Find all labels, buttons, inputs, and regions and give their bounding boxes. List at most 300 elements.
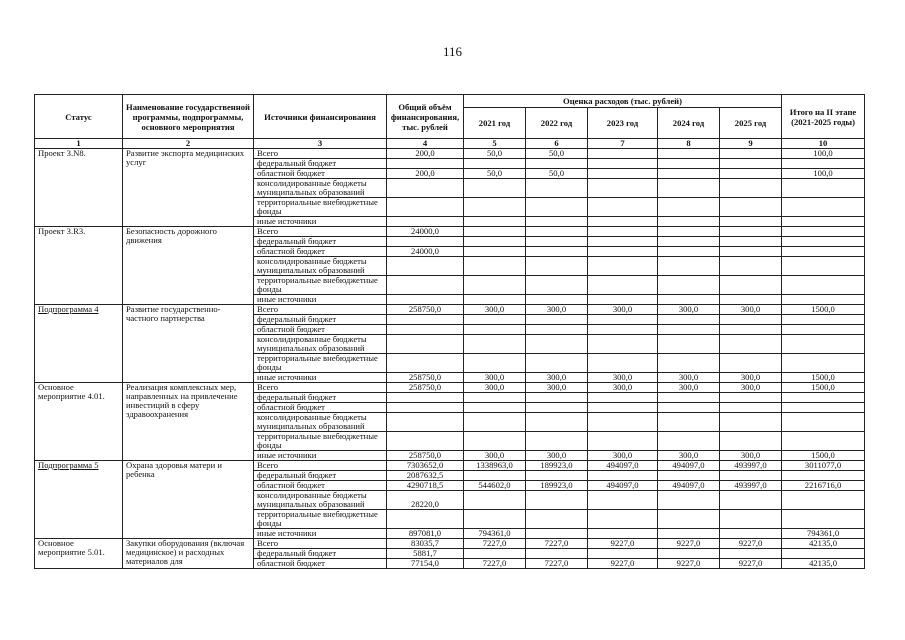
- value-cell: [526, 276, 588, 295]
- value-cell: 1500,0: [782, 383, 865, 393]
- value-cell: [464, 354, 526, 373]
- value-cell: [526, 403, 588, 413]
- value-cell: 50,0: [464, 149, 526, 159]
- value-cell: 300,0: [464, 305, 526, 315]
- value-cell: [464, 159, 526, 169]
- table-row: [35, 305, 865, 315]
- value-cell: [658, 159, 720, 169]
- value-cell: [720, 471, 782, 481]
- value-cell: 1500,0: [782, 305, 865, 315]
- value-cell: [526, 529, 588, 539]
- value-cell: [387, 276, 464, 295]
- value-cell: [658, 471, 720, 481]
- value-cell: [720, 217, 782, 227]
- value-cell: 50,0: [526, 169, 588, 179]
- value-cell: [464, 393, 526, 403]
- value-cell: [720, 295, 782, 305]
- value-cell: 493997,0: [720, 481, 782, 491]
- value-cell: 300,0: [526, 305, 588, 315]
- value-cell: [387, 325, 464, 335]
- value-cell: [588, 257, 658, 276]
- value-cell: [526, 247, 588, 257]
- value-cell: 1500,0: [782, 373, 865, 383]
- value-cell: 300,0: [720, 373, 782, 383]
- value-cell: [658, 227, 720, 237]
- value-cell: [464, 325, 526, 335]
- value-cell: 493997,0: [720, 461, 782, 471]
- value-cell: [464, 549, 526, 559]
- value-cell: [526, 237, 588, 247]
- value-cell: [658, 549, 720, 559]
- value-cell: [658, 529, 720, 539]
- source-label: консолидированные бюджеты муниципальных образований: [254, 335, 387, 354]
- value-cell: [782, 403, 865, 413]
- value-cell: 494097,0: [588, 481, 658, 491]
- value-cell: 50,0: [526, 149, 588, 159]
- row-name: Охрана здоровья матери и ребенка: [123, 461, 254, 539]
- value-cell: [387, 413, 464, 432]
- value-cell: [526, 315, 588, 325]
- row-name: Безопасность дорожного движения: [123, 227, 254, 305]
- value-cell: [720, 413, 782, 432]
- value-cell: [464, 257, 526, 276]
- source-label: иные источники: [254, 217, 387, 227]
- value-cell: 300,0: [658, 383, 720, 393]
- value-cell: [720, 403, 782, 413]
- value-cell: [658, 217, 720, 227]
- value-cell: [526, 295, 588, 305]
- column-number: 2: [123, 139, 254, 149]
- value-cell: [782, 413, 865, 432]
- value-cell: 189923,0: [526, 461, 588, 471]
- value-cell: [464, 295, 526, 305]
- source-label: областной бюджет: [254, 169, 387, 179]
- value-cell: [464, 247, 526, 257]
- value-cell: [588, 169, 658, 179]
- value-cell: [782, 295, 865, 305]
- row-status: Проект 3.N8.: [35, 149, 123, 227]
- value-cell: [720, 335, 782, 354]
- source-label: территориальные внебюджетные фонды: [254, 354, 387, 373]
- value-cell: 100,0: [782, 149, 865, 159]
- value-cell: [720, 510, 782, 529]
- value-cell: [526, 510, 588, 529]
- header-year-2021: 2021 год: [464, 108, 526, 139]
- value-cell: 794361,0: [782, 529, 865, 539]
- value-cell: [658, 315, 720, 325]
- value-cell: 300,0: [526, 373, 588, 383]
- value-cell: [464, 471, 526, 481]
- value-cell: [720, 529, 782, 539]
- value-cell: 83035,7: [387, 539, 464, 549]
- value-cell: [658, 491, 720, 510]
- source-label: Всего: [254, 227, 387, 237]
- value-cell: 300,0: [658, 373, 720, 383]
- value-cell: [782, 549, 865, 559]
- row-status: Основное мероприятие 5.01.: [35, 539, 123, 569]
- source-label: территориальные внебюджетные фонды: [254, 432, 387, 451]
- value-cell: 258750,0: [387, 383, 464, 393]
- source-label: территориальные внебюджетные фонды: [254, 198, 387, 217]
- value-cell: [588, 247, 658, 257]
- value-cell: [658, 237, 720, 247]
- table-row: [35, 539, 865, 549]
- table-row: [35, 383, 865, 393]
- header-status: Статус: [35, 95, 123, 139]
- value-cell: 3011077,0: [782, 461, 865, 471]
- value-cell: [588, 549, 658, 559]
- source-label: иные источники: [254, 529, 387, 539]
- source-label: федеральный бюджет: [254, 159, 387, 169]
- value-cell: 897081,0: [387, 529, 464, 539]
- value-cell: [588, 325, 658, 335]
- value-cell: [588, 413, 658, 432]
- source-label: областной бюджет: [254, 325, 387, 335]
- value-cell: 258750,0: [387, 451, 464, 461]
- value-cell: 544602,0: [464, 481, 526, 491]
- value-cell: [464, 315, 526, 325]
- value-cell: [464, 403, 526, 413]
- value-cell: 7227,0: [464, 559, 526, 569]
- value-cell: [526, 335, 588, 354]
- value-cell: [387, 315, 464, 325]
- source-label: федеральный бюджет: [254, 237, 387, 247]
- source-label: федеральный бюджет: [254, 471, 387, 481]
- value-cell: [464, 276, 526, 295]
- source-label: областной бюджет: [254, 559, 387, 569]
- value-cell: 300,0: [526, 451, 588, 461]
- value-cell: 300,0: [588, 305, 658, 315]
- value-cell: 200,0: [387, 169, 464, 179]
- row-status: Подпрограмма 4: [35, 305, 123, 383]
- value-cell: 300,0: [588, 373, 658, 383]
- value-cell: 9227,0: [658, 559, 720, 569]
- value-cell: [588, 295, 658, 305]
- value-cell: [720, 549, 782, 559]
- value-cell: 50,0: [464, 169, 526, 179]
- value-cell: [658, 325, 720, 335]
- value-cell: [464, 491, 526, 510]
- value-cell: 300,0: [464, 383, 526, 393]
- value-cell: [658, 510, 720, 529]
- source-label: федеральный бюджет: [254, 315, 387, 325]
- column-number: 7: [588, 139, 658, 149]
- row-status: Подпрограмма 5: [35, 461, 123, 539]
- value-cell: [782, 237, 865, 247]
- table-row: [35, 227, 865, 237]
- value-cell: [387, 159, 464, 169]
- value-cell: [588, 471, 658, 481]
- value-cell: 2087632,5: [387, 471, 464, 481]
- value-cell: [720, 325, 782, 335]
- source-label: консолидированные бюджеты муниципальных образований: [254, 413, 387, 432]
- header-year-2025: 2025 год: [720, 108, 782, 139]
- value-cell: [720, 276, 782, 295]
- value-cell: [464, 335, 526, 354]
- page-number: 116: [442, 44, 463, 59]
- column-number: 6: [526, 139, 588, 149]
- value-cell: [782, 393, 865, 403]
- value-cell: [588, 529, 658, 539]
- value-cell: 4290718,5: [387, 481, 464, 491]
- row-status: Основное мероприятие 4.01.: [35, 383, 123, 461]
- value-cell: 300,0: [526, 383, 588, 393]
- source-label: Всего: [254, 305, 387, 315]
- value-cell: [526, 159, 588, 169]
- value-cell: [658, 335, 720, 354]
- value-cell: [658, 393, 720, 403]
- value-cell: 494097,0: [658, 481, 720, 491]
- value-cell: [387, 237, 464, 247]
- value-cell: [588, 159, 658, 169]
- value-cell: [464, 217, 526, 227]
- value-cell: 7227,0: [526, 539, 588, 549]
- value-cell: [720, 432, 782, 451]
- value-cell: [658, 198, 720, 217]
- value-cell: 300,0: [588, 383, 658, 393]
- value-cell: [387, 335, 464, 354]
- value-cell: [782, 432, 865, 451]
- value-cell: 300,0: [720, 305, 782, 315]
- value-cell: [782, 179, 865, 198]
- value-cell: [782, 159, 865, 169]
- value-cell: 300,0: [464, 373, 526, 383]
- header-year-2023: 2023 год: [588, 108, 658, 139]
- value-cell: 9227,0: [588, 559, 658, 569]
- header-year-2022: 2022 год: [526, 108, 588, 139]
- column-number: 10: [782, 139, 865, 149]
- value-cell: [464, 237, 526, 247]
- value-cell: 300,0: [658, 451, 720, 461]
- value-cell: 258750,0: [387, 373, 464, 383]
- value-cell: 9227,0: [588, 539, 658, 549]
- value-cell: [782, 491, 865, 510]
- row-name: Развитие экспорта медицинских услуг: [123, 149, 254, 227]
- value-cell: [526, 179, 588, 198]
- value-cell: [387, 179, 464, 198]
- column-number: 3: [254, 139, 387, 149]
- value-cell: 300,0: [588, 451, 658, 461]
- value-cell: [387, 393, 464, 403]
- value-cell: [658, 257, 720, 276]
- value-cell: 494097,0: [658, 461, 720, 471]
- value-cell: [588, 217, 658, 227]
- value-cell: [720, 159, 782, 169]
- value-cell: 9227,0: [720, 539, 782, 549]
- source-label: Всего: [254, 149, 387, 159]
- value-cell: 300,0: [720, 383, 782, 393]
- value-cell: [782, 354, 865, 373]
- value-cell: [658, 413, 720, 432]
- value-cell: [782, 510, 865, 529]
- value-cell: 1500,0: [782, 451, 865, 461]
- value-cell: [720, 237, 782, 247]
- header-estimate: Оценка расходов (тыс. рублей): [464, 95, 782, 108]
- value-cell: 42135,0: [782, 559, 865, 569]
- value-cell: [588, 335, 658, 354]
- value-cell: [387, 257, 464, 276]
- value-cell: [526, 549, 588, 559]
- source-label: иные источники: [254, 373, 387, 383]
- value-cell: 5881,7: [387, 549, 464, 559]
- value-cell: [782, 335, 865, 354]
- value-cell: [526, 354, 588, 373]
- value-cell: [782, 247, 865, 257]
- value-cell: [782, 325, 865, 335]
- value-cell: 300,0: [464, 451, 526, 461]
- table-row: [35, 149, 865, 159]
- value-cell: [658, 295, 720, 305]
- value-cell: [782, 217, 865, 227]
- value-cell: 494097,0: [588, 461, 658, 471]
- source-label: территориальные внебюджетные фонды: [254, 510, 387, 529]
- value-cell: [588, 198, 658, 217]
- value-cell: [588, 227, 658, 237]
- value-cell: 258750,0: [387, 305, 464, 315]
- value-cell: [658, 403, 720, 413]
- value-cell: [720, 393, 782, 403]
- source-label: консолидированные бюджеты муниципальных образований: [254, 491, 387, 510]
- value-cell: [588, 315, 658, 325]
- source-label: областной бюджет: [254, 481, 387, 491]
- value-cell: [387, 354, 464, 373]
- value-cell: [658, 432, 720, 451]
- value-cell: [782, 198, 865, 217]
- value-cell: [526, 325, 588, 335]
- source-label: иные источники: [254, 295, 387, 305]
- value-cell: 7227,0: [464, 539, 526, 549]
- value-cell: [526, 227, 588, 237]
- value-cell: [526, 198, 588, 217]
- source-label: иные источники: [254, 451, 387, 461]
- value-cell: [720, 354, 782, 373]
- value-cell: [658, 354, 720, 373]
- value-cell: [782, 315, 865, 325]
- value-cell: [526, 257, 588, 276]
- value-cell: [658, 169, 720, 179]
- value-cell: [588, 354, 658, 373]
- value-cell: 2216716,0: [782, 481, 865, 491]
- source-label: областной бюджет: [254, 247, 387, 257]
- header-itogo: Итого на II этапе (2021-2025 годы): [782, 95, 865, 139]
- source-label: консолидированные бюджеты муниципальных образований: [254, 257, 387, 276]
- value-cell: [588, 393, 658, 403]
- value-cell: [387, 510, 464, 529]
- table-body: [35, 139, 865, 569]
- source-label: областной бюджет: [254, 403, 387, 413]
- value-cell: [782, 276, 865, 295]
- header-sources: Источники финансирования: [254, 95, 387, 139]
- value-cell: [720, 149, 782, 159]
- value-cell: [720, 169, 782, 179]
- value-cell: [588, 149, 658, 159]
- source-label: Всего: [254, 383, 387, 393]
- column-number: 4: [387, 139, 464, 149]
- row-name: Развитие государственно-частного партнерства: [123, 305, 254, 383]
- value-cell: [658, 247, 720, 257]
- value-cell: [720, 491, 782, 510]
- value-cell: 300,0: [720, 451, 782, 461]
- value-cell: [658, 149, 720, 159]
- value-cell: [526, 491, 588, 510]
- value-cell: [720, 179, 782, 198]
- source-label: консолидированные бюджеты муниципальных образований: [254, 179, 387, 198]
- value-cell: [720, 198, 782, 217]
- value-cell: 28220,0: [387, 491, 464, 510]
- value-cell: [588, 403, 658, 413]
- value-cell: [464, 432, 526, 451]
- value-cell: [526, 471, 588, 481]
- value-cell: [387, 198, 464, 217]
- value-cell: 42135,0: [782, 539, 865, 549]
- financing-table: [34, 94, 865, 569]
- value-cell: [588, 491, 658, 510]
- value-cell: [526, 432, 588, 451]
- header-total: Общий объём финансирования, тыс. рублей: [387, 95, 464, 139]
- header-name: Наименование государственной программы, подпрограммы, основного мероприятия: [123, 95, 254, 139]
- value-cell: 24000,0: [387, 227, 464, 237]
- value-cell: [387, 403, 464, 413]
- source-label: федеральный бюджет: [254, 393, 387, 403]
- value-cell: [782, 257, 865, 276]
- source-label: Всего: [254, 461, 387, 471]
- column-number: 9: [720, 139, 782, 149]
- value-cell: [588, 179, 658, 198]
- column-number: 1: [35, 139, 123, 149]
- value-cell: [464, 510, 526, 529]
- value-cell: [588, 276, 658, 295]
- value-cell: [464, 227, 526, 237]
- value-cell: [464, 179, 526, 198]
- source-label: Всего: [254, 539, 387, 549]
- value-cell: 77154,0: [387, 559, 464, 569]
- value-cell: [526, 393, 588, 403]
- value-cell: [720, 227, 782, 237]
- column-number: 8: [658, 139, 720, 149]
- value-cell: [658, 276, 720, 295]
- value-cell: [526, 413, 588, 432]
- column-number: 5: [464, 139, 526, 149]
- column-numbers-row: [35, 139, 865, 149]
- value-cell: [387, 295, 464, 305]
- value-cell: 794361,0: [464, 529, 526, 539]
- value-cell: 9227,0: [658, 539, 720, 549]
- value-cell: 24000,0: [387, 247, 464, 257]
- value-cell: 200,0: [387, 149, 464, 159]
- row-status: Проект 3.R3.: [35, 227, 123, 305]
- value-cell: [588, 510, 658, 529]
- row-name: Закупки оборудования (включая медицинское) и расходных материалов для: [123, 539, 254, 569]
- value-cell: [782, 227, 865, 237]
- table-row: [35, 461, 865, 471]
- value-cell: [526, 217, 588, 227]
- value-cell: 300,0: [658, 305, 720, 315]
- value-cell: [720, 247, 782, 257]
- header-year-2024: 2024 год: [658, 108, 720, 139]
- value-cell: [720, 315, 782, 325]
- value-cell: 9227,0: [720, 559, 782, 569]
- value-cell: [720, 257, 782, 276]
- source-label: территориальные внебюджетные фонды: [254, 276, 387, 295]
- value-cell: 7227,0: [526, 559, 588, 569]
- value-cell: 1338963,0: [464, 461, 526, 471]
- value-cell: [464, 198, 526, 217]
- value-cell: [387, 217, 464, 227]
- value-cell: 7303652,0: [387, 461, 464, 471]
- value-cell: 100,0: [782, 169, 865, 179]
- value-cell: [387, 432, 464, 451]
- value-cell: [464, 413, 526, 432]
